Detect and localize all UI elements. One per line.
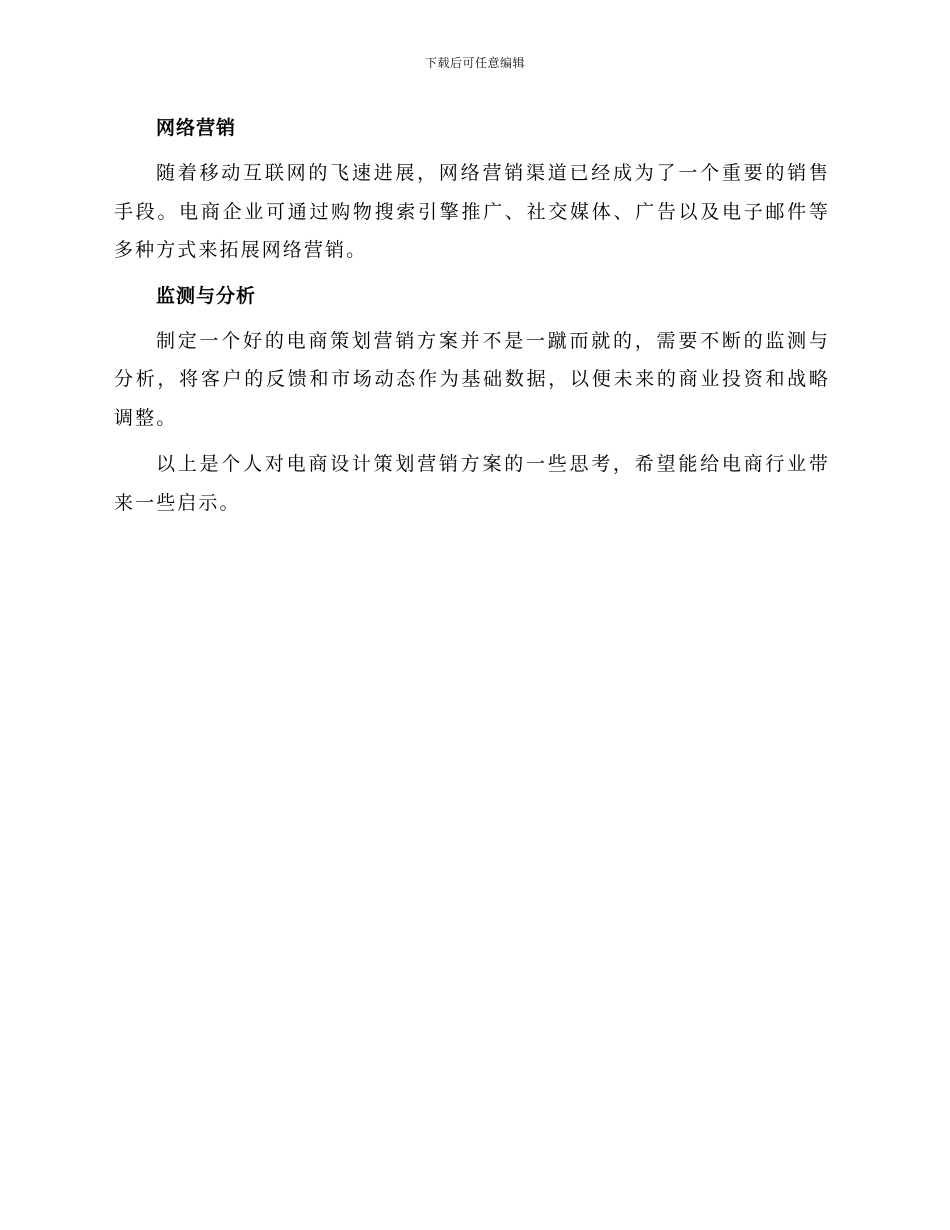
document-content [114,110,830,522]
header-note: 下载后可任意编辑 [424,56,525,70]
paragraph-online-marketing: 随着移动互联网的飞速进展，网络营销渠道已经成为了一个重要的销售手段。电商企业可通过购物搜索引擎推广、社交媒体、广告以及电子邮件等多种方式来拓展网络营销。 [114,162,830,261]
section-title-monitoring-analysis: 监测与分析 [156,284,257,307]
section-title-online-marketing: 网络营销 [156,117,237,139]
paragraph-conclusion: 以上是个人对电商设计策划营销方案的一些思考，希望能给电商行业带来一些启示。 [114,453,830,514]
paragraph-monitoring-analysis: 制定一个好的电商策划营销方案并不是一蹴而就的，需要不断的监测与分析，将客户的反馈和市场动态作为基础数据，以便未来的商业投资和战略调整。 [114,329,830,429]
